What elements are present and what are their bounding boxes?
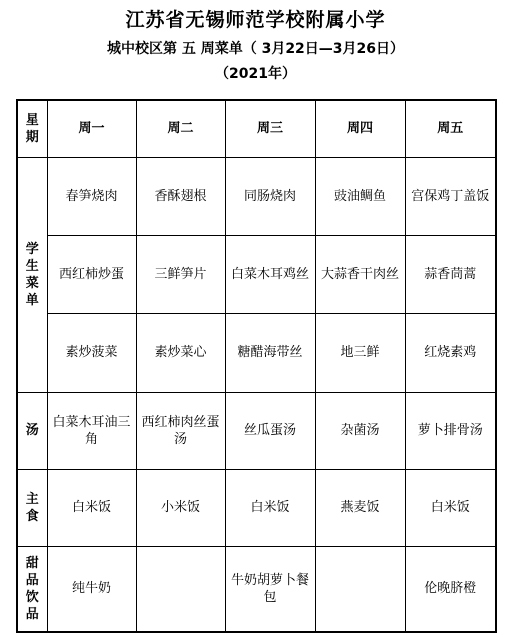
menu-cell: 地三鲜: [315, 313, 405, 392]
day-header-fri: 周五: [405, 100, 496, 157]
header-row: [17, 100, 496, 157]
menu-cell: 宫保鸡丁盖饭: [405, 157, 496, 235]
section-label-student-menu: [17, 157, 47, 392]
section-label-text: 汤: [25, 423, 39, 438]
menu-cell: 伦晚脐橙: [405, 546, 496, 632]
menu-cell: 白米饭: [225, 469, 315, 546]
menu-cell: 豉油鲷鱼: [315, 157, 405, 235]
table-row: [17, 313, 496, 392]
section-label-dessert-drink: [17, 546, 47, 632]
table-row: [17, 235, 496, 313]
menu-cell: 白菜木耳鸡丝: [225, 235, 315, 313]
section-label-text: 学生菜单: [25, 241, 39, 308]
section-label-text: 甜品饮品: [25, 555, 39, 622]
menu-cell: 同肠烧肉: [225, 157, 315, 235]
school-title: 江苏省无锡师范学校附属小学: [125, 9, 386, 31]
day-header-thu: 周四: [315, 100, 405, 157]
menu-cell: 杂菌汤: [315, 392, 405, 469]
menu-cell: 萝卜排骨汤: [405, 392, 496, 469]
menu-cell: 蒜香茼蒿: [405, 235, 496, 313]
menu-cell: 白米饭: [405, 469, 496, 546]
table-row: [17, 157, 496, 235]
table-row: [17, 392, 496, 469]
menu-cell: 纯牛奶: [47, 546, 136, 632]
weekday-corner-label: 星期: [25, 112, 39, 145]
weekly-menu-table: [16, 99, 497, 633]
menu-cell: 春笋烧肉: [47, 157, 136, 235]
menu-cell: 白菜木耳油三角: [47, 392, 136, 469]
menu-cell: 西红柿肉丝蛋汤: [136, 392, 225, 469]
menu-subtitle: 城中校区第 五 周菜单（ 3月22日—3月26日）: [106, 41, 405, 57]
section-label-staple: [17, 469, 47, 546]
day-header-wed: 周三: [225, 100, 315, 157]
section-label-soup: [17, 392, 47, 469]
day-header-mon: 周一: [47, 100, 136, 157]
menu-cell: 燕麦饭: [315, 469, 405, 546]
menu-cell: 丝瓜蛋汤: [225, 392, 315, 469]
menu-cell: 牛奶胡萝卜餐包: [225, 546, 315, 632]
table-row: [17, 469, 496, 546]
weekday-corner-cell: [17, 100, 47, 157]
menu-cell: 小米饭: [136, 469, 225, 546]
menu-cell: 素炒菜心: [136, 313, 225, 392]
section-label-text: 主食: [25, 491, 39, 524]
menu-cell: [136, 546, 225, 632]
menu-cell: 香酥翅根: [136, 157, 225, 235]
menu-cell: 白米饭: [47, 469, 136, 546]
menu-cell: 糖醋海带丝: [225, 313, 315, 392]
menu-cell: [315, 546, 405, 632]
menu-cell: 素炒菠菜: [47, 313, 136, 392]
menu-cell: 西红柿炒蛋: [47, 235, 136, 313]
menu-cell: 红烧素鸡: [405, 313, 496, 392]
menu-year: （2021年）: [215, 66, 296, 82]
menu-cell: 三鲜笋片: [136, 235, 225, 313]
day-header-tue: 周二: [136, 100, 225, 157]
menu-cell: 大蒜香干肉丝: [315, 235, 405, 313]
table-row: [17, 546, 496, 632]
